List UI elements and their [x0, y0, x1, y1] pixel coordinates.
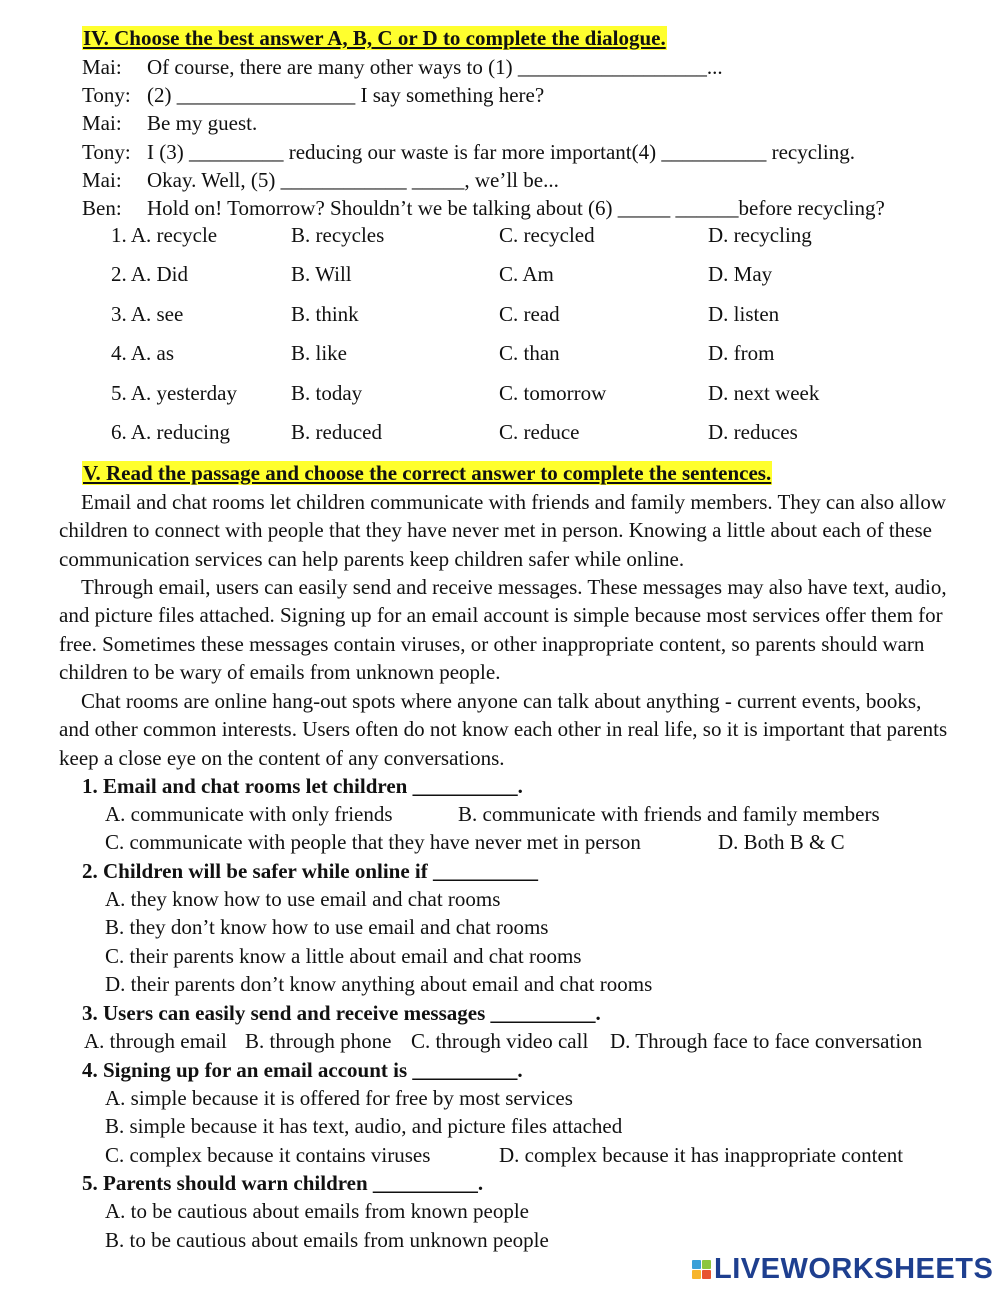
- option-d[interactable]: D. May: [708, 262, 773, 286]
- question-4: 4. Signing up for an email account is __________.: [82, 1058, 523, 1082]
- answer-option[interactable]: B. simple because it has text, audio, and picture files attached: [105, 1114, 623, 1138]
- answer-option[interactable]: A. communicate with only friends: [105, 802, 393, 826]
- question-3: 3. Users can easily send and receive messages __________.: [82, 1001, 601, 1025]
- option-c[interactable]: C. tomorrow: [499, 381, 607, 405]
- option-a[interactable]: 4. A. as: [111, 341, 174, 365]
- question-1: 1. Email and chat rooms let children __________.: [82, 774, 523, 798]
- answer-option[interactable]: B. they don’t know how to use email and chat rooms: [105, 915, 549, 939]
- option-b[interactable]: B. Will: [291, 262, 352, 286]
- answer-option[interactable]: C. their parents know a little about email and chat rooms: [105, 944, 582, 968]
- option-d[interactable]: D. from: [708, 341, 775, 365]
- option-a[interactable]: 6. A. reducing: [111, 420, 230, 444]
- answer-option[interactable]: A. simple because it is offered for free by most services: [105, 1086, 573, 1110]
- option-a[interactable]: 1. A. recycle: [111, 223, 218, 247]
- option-c[interactable]: C. recycled: [499, 223, 595, 247]
- option-d[interactable]: D. listen: [708, 302, 780, 326]
- liveworksheets-logo: [692, 1254, 993, 1284]
- logo-text: LIVEWORKSHEETS: [714, 1252, 994, 1285]
- answer-option[interactable]: C. communicate with people that they have never met in person: [105, 830, 641, 854]
- option-row: [0, 262, 1000, 292]
- section5-title: V. Read the passage and choose the correct answer to complete the sentences.: [83, 461, 772, 485]
- option-c[interactable]: C. than: [499, 341, 560, 365]
- answer-option[interactable]: B. to be cautious about emails from unknown people: [105, 1228, 549, 1252]
- worksheet-page: IV. Choose the best answer A, B, C or D to complete the dialogue. Mai: Of course, there are many other ways to (1) __________________... Tony: (2) _________________ I say something here? Mai: Be my guest. Tony: I (3) _________ reducing our waste is far more important(4) __________ recycling. Mai: Okay. Well, (5) ____________ _____, we’ll be... Ben: Hold on! Tomorrow? Shouldn’t we be talking about (6) _____ ______before recycling? 1. A. recycle B. recycles C. recycled D. recycling 2. A. Did B. Will C. Am D. May 3. A. see B. think C. read D. listen 4. A. as B. like C. than D. from 5. A. yesterday B. today C. tomorrow D. next week 6. A. reducing B. reduced C. reduce D. reduces V. Read the passage and choose the correct answer to complete the sentences. Email and chat rooms let children communicate with friends and family members. They can also allow children to connect with people that they have never met in person. Knowing a little about each of these communication services can help parents keep children safer while online. Through email, users can easily send and receive messages. These messages may also have text, audio, and picture files attached. Signing up for an email account is simple because most services offer them for free. Sometimes these messages contain viruses, or other inappropriate content, so parents should warn children to be wary of emails from unknown people. Chat rooms are online hang-out spots where anyone can talk about anything - current events, books, and other common interests. Users often do not know each other in real life, so it is important that parents keep a close eye on the content of any conversations. 1. Email and chat rooms let children __________. A. communicate with only friends B. communicate with friends and family members C. communicate with people that they have never met in person D. Both B & C 2. Children will be safer while online if __________ A. they know how to use email and chat rooms B. they don’t know how to use email and chat rooms C. their parents know a little about email and chat rooms D. their parents don’t know anything about email and chat rooms 3. Users can easily send and receive messages __________. A. through email B. through phone C. through video call D. Through face to face conversation 4. Signing up for an email account is __________. A. simple because it is offered for free by most services B. simple because it has text, audio, and picture files attached C. complex because it contains viruses D. complex because it has inappropriate content 5. Parents should warn children __________. A. to be cautious about emails from known people B. to be cautious about emails from unknown people LIVEWORKSHEETS: [0, 0, 1000, 1294]
- passage-paragraph: Through email, users can easily send and receive messages. These messages may also have text, audio, and picture files attached. Signing up for an email account is simple because most services offer them for free. Sometimes these messages contain viruses, or other inappropriate content, so parents should warn children to be wary of emails from unknown people.: [59, 575, 947, 685]
- question-5: 5. Parents should warn children __________.: [82, 1171, 484, 1195]
- answer-option[interactable]: A. they know how to use email and chat rooms: [105, 887, 501, 911]
- option-d[interactable]: D. next week: [708, 381, 820, 405]
- answer-option[interactable]: D. Through face to face conversation: [610, 1029, 923, 1053]
- answer-option[interactable]: C. complex because it contains viruses: [105, 1143, 431, 1167]
- option-a[interactable]: 5. A. yesterday: [111, 381, 237, 405]
- option-a[interactable]: 3. A. see: [111, 302, 184, 326]
- answer-option[interactable]: D. Both B & C: [718, 830, 845, 854]
- answer-option[interactable]: A. to be cautious about emails from known people: [105, 1199, 529, 1223]
- option-row: [0, 341, 1000, 371]
- option-row: [0, 381, 1000, 411]
- option-c[interactable]: C. Am: [499, 262, 554, 286]
- option-b[interactable]: B. like: [291, 341, 347, 365]
- option-row: [0, 302, 1000, 332]
- passage-paragraph: Chat rooms are online hang-out spots where anyone can talk about anything - current events, books, and other common interests. Users often do not know each other in real life, so it is important that parents keep a close eye on the content of any conversations.: [59, 689, 948, 770]
- section4-title: IV. Choose the best answer A, B, C or D to complete the dialogue.: [83, 26, 666, 50]
- answer-option[interactable]: D. complex because it has inappropriate content: [499, 1143, 904, 1167]
- answer-option[interactable]: B. communicate with friends and family members: [458, 802, 880, 826]
- option-d[interactable]: D. recycling: [708, 223, 812, 247]
- option-b[interactable]: B. reduced: [291, 420, 382, 444]
- answer-option[interactable]: D. their parents don’t know anything about email and chat rooms: [105, 972, 653, 996]
- option-row: [0, 420, 1000, 450]
- answer-option[interactable]: C. through video call: [411, 1029, 589, 1053]
- option-b[interactable]: B. today: [291, 381, 363, 405]
- option-a[interactable]: 2. A. Did: [111, 262, 189, 286]
- logo-mark-icon: [692, 1260, 711, 1279]
- option-c[interactable]: C. reduce: [499, 420, 580, 444]
- answer-option[interactable]: B. through phone: [245, 1029, 392, 1053]
- answer-option[interactable]: A. through email: [84, 1029, 227, 1053]
- option-d[interactable]: D. reduces: [708, 420, 798, 444]
- question-2: 2. Children will be safer while online if __________: [82, 859, 538, 883]
- option-b[interactable]: B. recycles: [291, 223, 385, 247]
- option-b[interactable]: B. think: [291, 302, 359, 326]
- passage-paragraph: Email and chat rooms let children communicate with friends and family members. They can also allow children to connect with people that they have never met in person. Knowing a little about each of these communication services can help parents keep children safer while online.: [59, 490, 947, 571]
- option-row: [0, 223, 1000, 253]
- option-c[interactable]: C. read: [499, 302, 560, 326]
